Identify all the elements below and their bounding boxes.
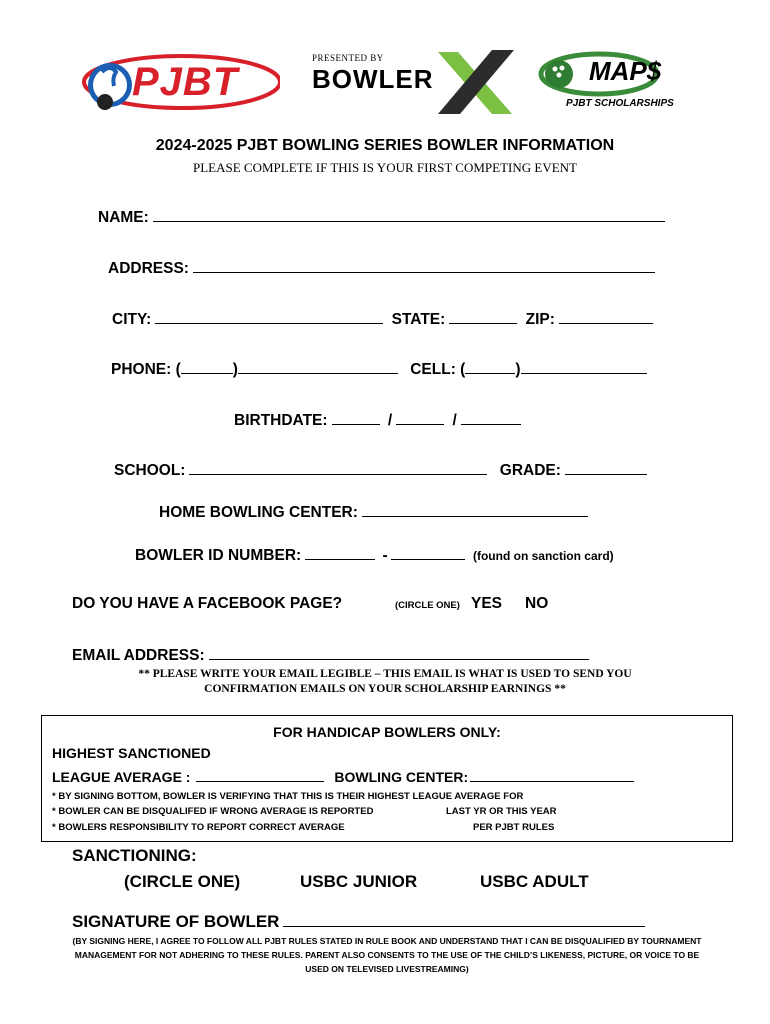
- home-center-input-line[interactable]: [362, 502, 588, 517]
- address-input-line[interactable]: [193, 258, 655, 273]
- phone-paren-close: ): [232, 361, 238, 378]
- birth-slash-2: /: [452, 412, 457, 429]
- phone-area-line[interactable]: [181, 359, 233, 374]
- email-label: EMAIL ADDRESS:: [72, 647, 205, 664]
- city-input-line[interactable]: [155, 309, 383, 324]
- handicap-note-2b: LAST YR OR THIS YEAR: [446, 806, 557, 817]
- address-label: ADDRESS:: [108, 260, 189, 277]
- phone-number-line[interactable]: [238, 359, 398, 374]
- bowler-id-part2-line[interactable]: [391, 545, 465, 560]
- bowler-id-row: [135, 545, 614, 565]
- handicap-note-1: * BY SIGNING BOTTOM, BOWLER IS VERIFYING THAT THIS IS THEIR HIGHEST LEAGUE AVERAGE FOR: [52, 791, 524, 802]
- signature-label: SIGNATURE OF BOWLER: [72, 912, 280, 931]
- signature-note-line-1: (BY SIGNING HERE, I AGREE TO FOLLOW ALL PJBT RULES STATED IN RULE BOOK AND UNDERSTAND THAT I CAN BE DISQUALIFIED BY TOURNAMENT: [72, 936, 702, 946]
- signature-note-line-3: USED ON TELEVISED LIVESTREAMING): [305, 964, 469, 974]
- school-label: SCHOOL:: [114, 462, 186, 479]
- handicap-highest-label: HIGHEST SANCTIONED: [52, 745, 211, 761]
- facebook-circle-one: (CIRCLE ONE): [395, 600, 460, 611]
- email-note-line-1: ** PLEASE WRITE YOUR EMAIL LEGIBLE – THIS EMAIL IS WHAT IS USED TO SEND YOU: [138, 668, 632, 680]
- handicap-note-2: * BOWLER CAN BE DISQUALIFED IF WRONG AVERAGE IS REPORTED: [52, 806, 374, 817]
- maps-subtitle: PJBT SCHOLARSHIPS: [566, 98, 674, 109]
- maps-wordmark: MAP$: [589, 56, 662, 86]
- handicap-note-3: * BOWLERS RESPONSIBILITY TO REPORT CORRECT AVERAGE: [52, 822, 345, 833]
- handicap-note-3b: PER PJBT RULES: [473, 822, 555, 833]
- zip-input-line[interactable]: [559, 309, 653, 324]
- cell-label: CELL: (: [410, 361, 466, 378]
- school-input-line[interactable]: [189, 460, 487, 475]
- cell-number-line[interactable]: [521, 359, 647, 374]
- usbc-junior-option[interactable]: USBC JUNIOR: [300, 872, 418, 891]
- city-label: CITY:: [112, 311, 152, 328]
- email-row: [72, 645, 589, 665]
- bowler-id-label: BOWLER ID NUMBER:: [135, 547, 302, 564]
- bowlerx-wordmark: BOWLER: [312, 64, 434, 94]
- bowlerx-x-icon: [430, 46, 520, 118]
- cell-area-line[interactable]: [465, 359, 515, 374]
- bowler-id-dash: -: [382, 547, 388, 564]
- pjbt-wordmark: PJBT: [132, 60, 239, 104]
- sanctioning-label: SANCTIONING:: [72, 846, 197, 865]
- signature-note-line-2: MANAGEMENT FOR NOT ADHERING TO THESE RULES. PARENT ALSO CONSENTS TO THE USE OF THE CHILD’S LIKENESS, PICTURE, OR VOICE TO BE: [74, 950, 700, 960]
- home-center-row: [159, 502, 588, 522]
- league-average-input-line[interactable]: [196, 768, 324, 782]
- signature-note: [72, 934, 702, 976]
- name-row: [98, 207, 665, 227]
- school-row: [114, 460, 647, 480]
- bowler-id-part1-line[interactable]: [305, 545, 375, 560]
- cell-paren-close: ): [515, 361, 521, 378]
- city-row: [112, 309, 653, 329]
- page-title: 2024-2025 PJBT BOWLING SERIES BOWLER INFORMATION: [155, 137, 615, 154]
- bowler-id-note: (found on sanction card): [472, 549, 614, 563]
- facebook-question: DO YOU HAVE A FACEBOOK PAGE?: [72, 595, 343, 612]
- birth-slash-1: /: [387, 412, 393, 429]
- phone-label: PHONE: (: [111, 361, 181, 378]
- facebook-no-option[interactable]: NO: [525, 595, 549, 612]
- name-label: NAME:: [98, 209, 149, 226]
- signature-row: [72, 911, 645, 932]
- sanctioning-circle-one: (CIRCLE ONE): [124, 872, 241, 891]
- home-center-label: HOME BOWLING CENTER:: [159, 504, 358, 521]
- presented-by-text: PRESENTED BY: [312, 53, 384, 63]
- grade-input-line[interactable]: [565, 460, 647, 475]
- email-note-line-2: CONFIRMATION EMAILS ON YOUR SCHOLARSHIP EARNINGS **: [204, 683, 566, 695]
- grade-label: GRADE:: [499, 462, 561, 479]
- signature-input-line[interactable]: [283, 911, 645, 927]
- handicap-average-row: [52, 768, 634, 785]
- email-input-line[interactable]: [209, 645, 589, 660]
- handicap-center-input-line[interactable]: [470, 768, 634, 782]
- name-input-line[interactable]: [153, 207, 665, 222]
- handicap-title: FOR HANDICAP BOWLERS ONLY:: [273, 724, 501, 740]
- birthdate-label: BIRTHDATE:: [234, 412, 328, 429]
- zip-label: ZIP:: [525, 311, 555, 328]
- phone-row: [111, 359, 647, 379]
- facebook-yes-option[interactable]: YES: [471, 595, 503, 612]
- usbc-adult-option[interactable]: USBC ADULT: [480, 872, 589, 891]
- address-row: [108, 258, 655, 278]
- state-input-line[interactable]: [449, 309, 517, 324]
- pjbt-logo: [80, 52, 280, 124]
- handicap-center-label: BOWLING CENTER:: [334, 769, 469, 785]
- birth-month-line[interactable]: [332, 410, 380, 425]
- state-label: STATE:: [391, 311, 446, 328]
- league-average-label: LEAGUE AVERAGE :: [52, 769, 191, 785]
- birth-day-line[interactable]: [396, 410, 444, 425]
- birthdate-row: [234, 410, 521, 430]
- page-subtitle: PLEASE COMPLETE IF THIS IS YOUR FIRST COMPETING EVENT: [192, 160, 577, 175]
- birth-year-line[interactable]: [461, 410, 521, 425]
